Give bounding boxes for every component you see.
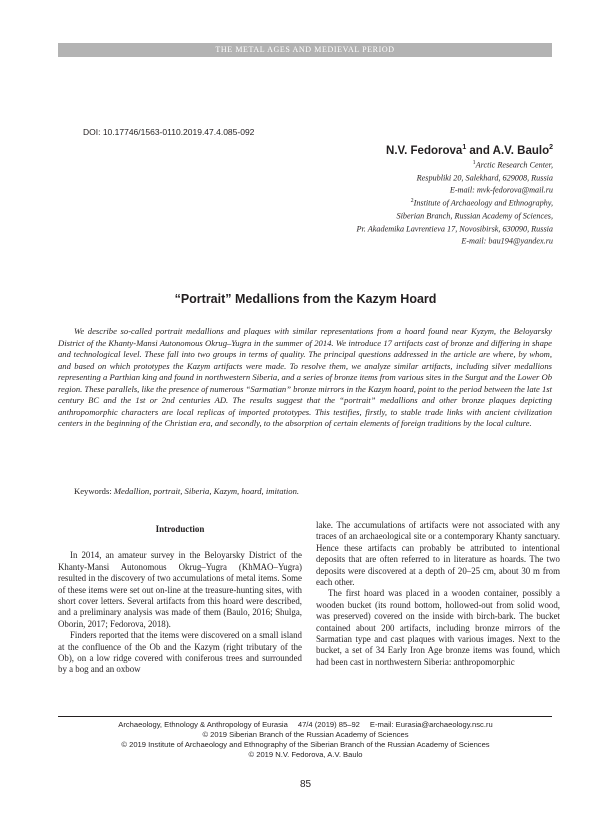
- body-column-left: [58, 520, 302, 676]
- footer-copyright: © 2019 N.V. Fedorova, A.V. Baulo: [248, 750, 363, 759]
- footer-divider: [58, 716, 552, 717]
- affiliation-email[interactable]: E-mail: mvk-fedorova@mail.ru: [449, 186, 553, 196]
- body-paragraph: In 2014, an amateur survey in the Beloyarsky District of the Khanty-Mansi Autonomous Okrug–Yugra (KhMAO–Yugra) resulted in the discovery of two accumulations of metal items. Some of these items were set out on-line at the treasure-hunting sites, with short cover letters. Several artifacts from this hoard were described, and a preliminary analysis was made of them (Baulo, 2016; Shulga, Oborin, 2017; Fedorova, 2018).: [58, 550, 302, 629]
- section-heading-introduction: Introduction: [155, 524, 205, 534]
- abstract: We describe so-called portrait medallions and plaques with similar representations from a hoard found near Kyzym, the Beloyarsky District of the Khanty-Mansi Autonomous Okrug–Yugra in the summer of 2014. We introduce 17 artifacts cast of bronze and differing in shape and technological level. These fall into two groups in terms of quality. The principal questions addressed in the article are where, by whom, and based on which prototypes the Kazym artifacts were made. To resolve them, we analyze similar artifacts, including silver medallions representing a Parthian king and found in northwestern Siberia, and a series of bronze items from various sites in the Surgut and the Lower Ob region. These parallels, like the presence of numerous “Sarmatian” bronze mirrors in the Kazym hoard, point to the period between the late 1st century BC and the 1st or 2nd centuries AD. The results suggest that the “portrait” medallions and other bronze plaques depicting anthropomorphic characters are local replicas of imported prototypes. This testifies, firstly, to stable trade links with ancient civilization centers in the beginning of the Christian era, and secondly, to the absorption of certain elements of foreign traditions by the local culture.: [58, 326, 552, 428]
- body-paragraph: Finders reported that the items were discovered on a small island at the confluence of the Ob and the Kazym (right tributary of the Ob), on a low ridge covered with coniferous trees and surrounded by a bog and an oxbow: [58, 630, 302, 675]
- section-header-bar: THE METAL AGES AND MEDIEVAL PERIOD: [58, 43, 552, 57]
- article-title: “Portrait” Medallions from the Kazym Hoard: [174, 292, 437, 306]
- body-column-right: [316, 520, 560, 668]
- author-1-mark: 1: [462, 144, 467, 151]
- author-1: N.V. Fedorova: [386, 144, 463, 157]
- footer: [0, 720, 611, 760]
- affiliation-line: Pr. Akademika Lavrentieva 17, Novosibirsk, 630090, Russia: [356, 224, 553, 234]
- keywords-value: Medallion, portrait, Siberia, Kazym, hoard, imitation.: [113, 486, 300, 496]
- doi[interactable]: DOI: 10.17746/1563-0110.2019.47.4.085-092: [83, 127, 255, 137]
- keywords-label: Keywords:: [74, 486, 114, 496]
- body-paragraph: The first hoard was placed in a wooden container, possibly a wooden bucket (its round bottom, hollowed-out from solid wood, was preserved) covered on the inside with birch-bark. The bucket contained about 200 artifacts, including bronze mirrors of the Sarmatian type and cast plaques with various images. Next to the bucket, a set of 34 Early Iron Age bronze items was found, which had been cast in northwestern Siberia: anthropomorphic: [316, 588, 560, 667]
- affiliation-line: $^1$Arctic Research Center,: [472, 160, 553, 170]
- footer-journal-name: Archaeology, Ethnology & Anthropology of Eurasia: [118, 720, 288, 729]
- authors-and: and: [466, 144, 493, 157]
- author-2-mark: 2: [549, 144, 553, 151]
- footer-email[interactable]: E-mail: Eurasia@archaeology.nsc.ru: [369, 720, 493, 729]
- keywords: [74, 486, 299, 496]
- affiliations: [233, 158, 553, 247]
- authors: [386, 144, 553, 157]
- footer-copyright: © 2019 Institute of Archaeology and Ethnography of the Siberian Branch of the Russian Academy of Sciences: [121, 740, 490, 749]
- footer-copyright: © 2019 Siberian Branch of the Russian Academy of Sciences: [202, 730, 409, 739]
- affiliation-email[interactable]: E-mail: bau194@yandex.ru: [461, 237, 553, 247]
- footer-issue: 47/4 (2019) 85–92: [297, 720, 360, 729]
- body-paragraph: lake. The accumulations of artifacts were not associated with any traces of an archaeological site or a contemporary Khanty sanctuary. Hence these artifacts can probably be attributed to intentional deposits that are often referred to in literature as hoards. The two deposits were discovered at a depth of 20–25 cm, about 30 m from each other.: [316, 520, 560, 588]
- page-number: 85: [299, 779, 312, 790]
- affiliation-line: $^2$Institute of Archaeology and Ethnography,: [410, 198, 553, 208]
- author-2: A.V. Baulo: [492, 144, 550, 157]
- footer-journal-line: [0, 720, 611, 730]
- affiliation-line: Respubliki 20, Salekhard, 629008, Russia: [416, 173, 553, 183]
- affiliation-line: Siberian Branch, Russian Academy of Sciences,: [396, 211, 553, 221]
